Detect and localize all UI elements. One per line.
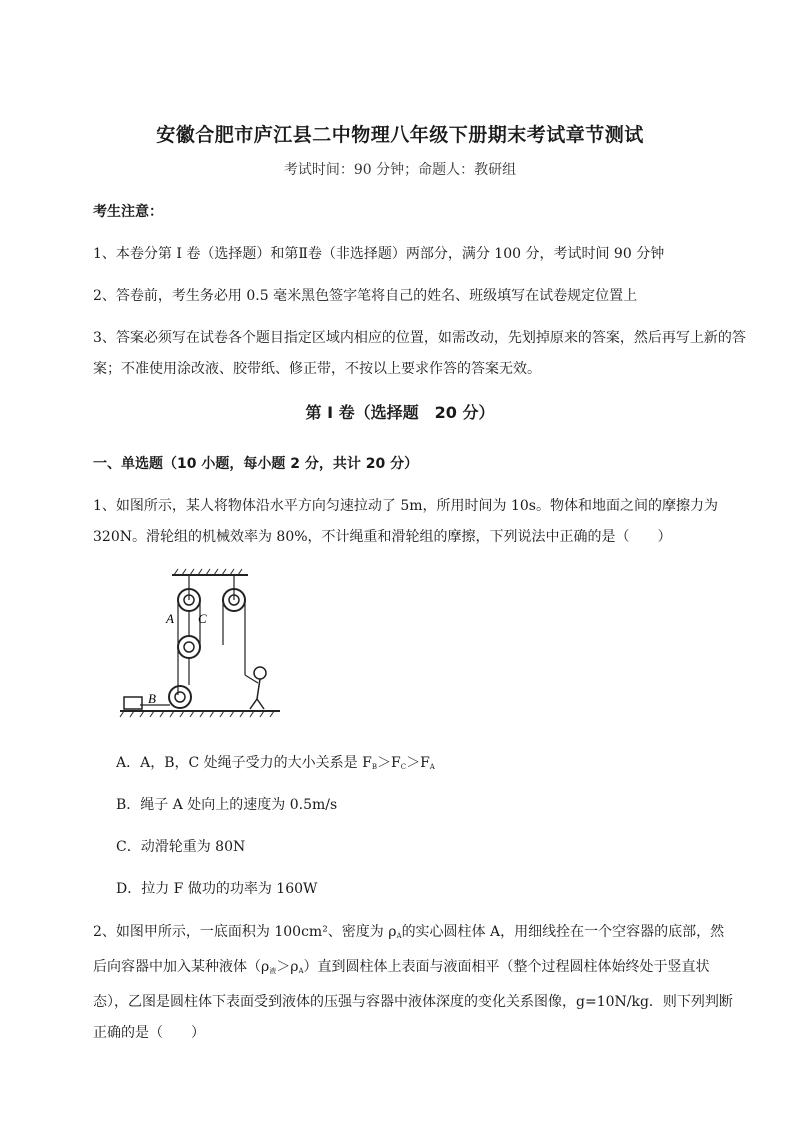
figure-label-b: B (148, 691, 156, 706)
section-title: 第 I 卷（选择题 20 分） (305, 403, 495, 422)
page-title: 安徽合肥市庐江县二中物理八年级下册期末考试章节测试 (156, 124, 644, 146)
figure-label-a: A (166, 611, 174, 626)
question-2-stem: 2、如图甲所示，一底面积为 100cm²、密度为 $\rho_A$的实心圆柱体 A，用细线拴在一个空容器的底部，然 后向容器中加入某种液体$(\rho_液>\rho_A)$直到圆柱体上表面与液面相平（整个过程圆柱体始终处于竖直状 态），乙图是圆柱体下表面受到液体的压强与容器中液体深度的变化关系图像，g=10N/kg．则下列判断 正确的是（ ） (93, 924, 733, 1041)
exam-info: 考试时间：90 分钟；命题人：教研组 (283, 162, 517, 178)
question-1-option-b: B．绳子 A 处向上的速度为 0.5m/s (116, 797, 338, 813)
notice-item-1: 1、本卷分第 I 卷（选择题）和第Ⅱ卷（非选择题）两部分，满分 100 分，考试时间 90 分钟 (93, 246, 665, 262)
question-1-stem: 1、如图所示，某人将物体沿水平方向匀速拉动了 5m，所用时间为 10s。物体和地面之间的摩擦力为 320N。滑轮组的机械效率为 80%，不计绳重和滑轮组的摩擦，下列说法中正确的是（ ） (93, 498, 718, 545)
notice-heading: 考生注意： (93, 204, 163, 220)
notice-item-3: 3、答案必须写在试卷各个题目指定区域内相应的位置，如需改动，先划掉原来的答案，然后再写上新的答案；不准使用涂改液、胶带纸、修正带，不按以上要求作答的答案无效。 (93, 330, 746, 377)
part-heading: 一、单选题（10 小题，每小题 2 分，共计 20 分） (93, 456, 419, 472)
question-1-option-a: A．A，B，C 处绳子受力的大小关系是 $F_B>F_C>F_A$ (116, 755, 435, 771)
notice-item-2: 2、答卷前，考生务必用 0.5 毫米黑色签字笔将自己的姓名、班级填写在试卷规定位置上 (93, 288, 638, 304)
pulley-system-figure (110, 565, 290, 725)
question-1-option-d: D．拉力 F 做功的功率为 160W (116, 881, 318, 897)
figure-label-c: C (198, 611, 207, 626)
question-1-option-c: C．动滑轮重为 80N (116, 839, 246, 855)
